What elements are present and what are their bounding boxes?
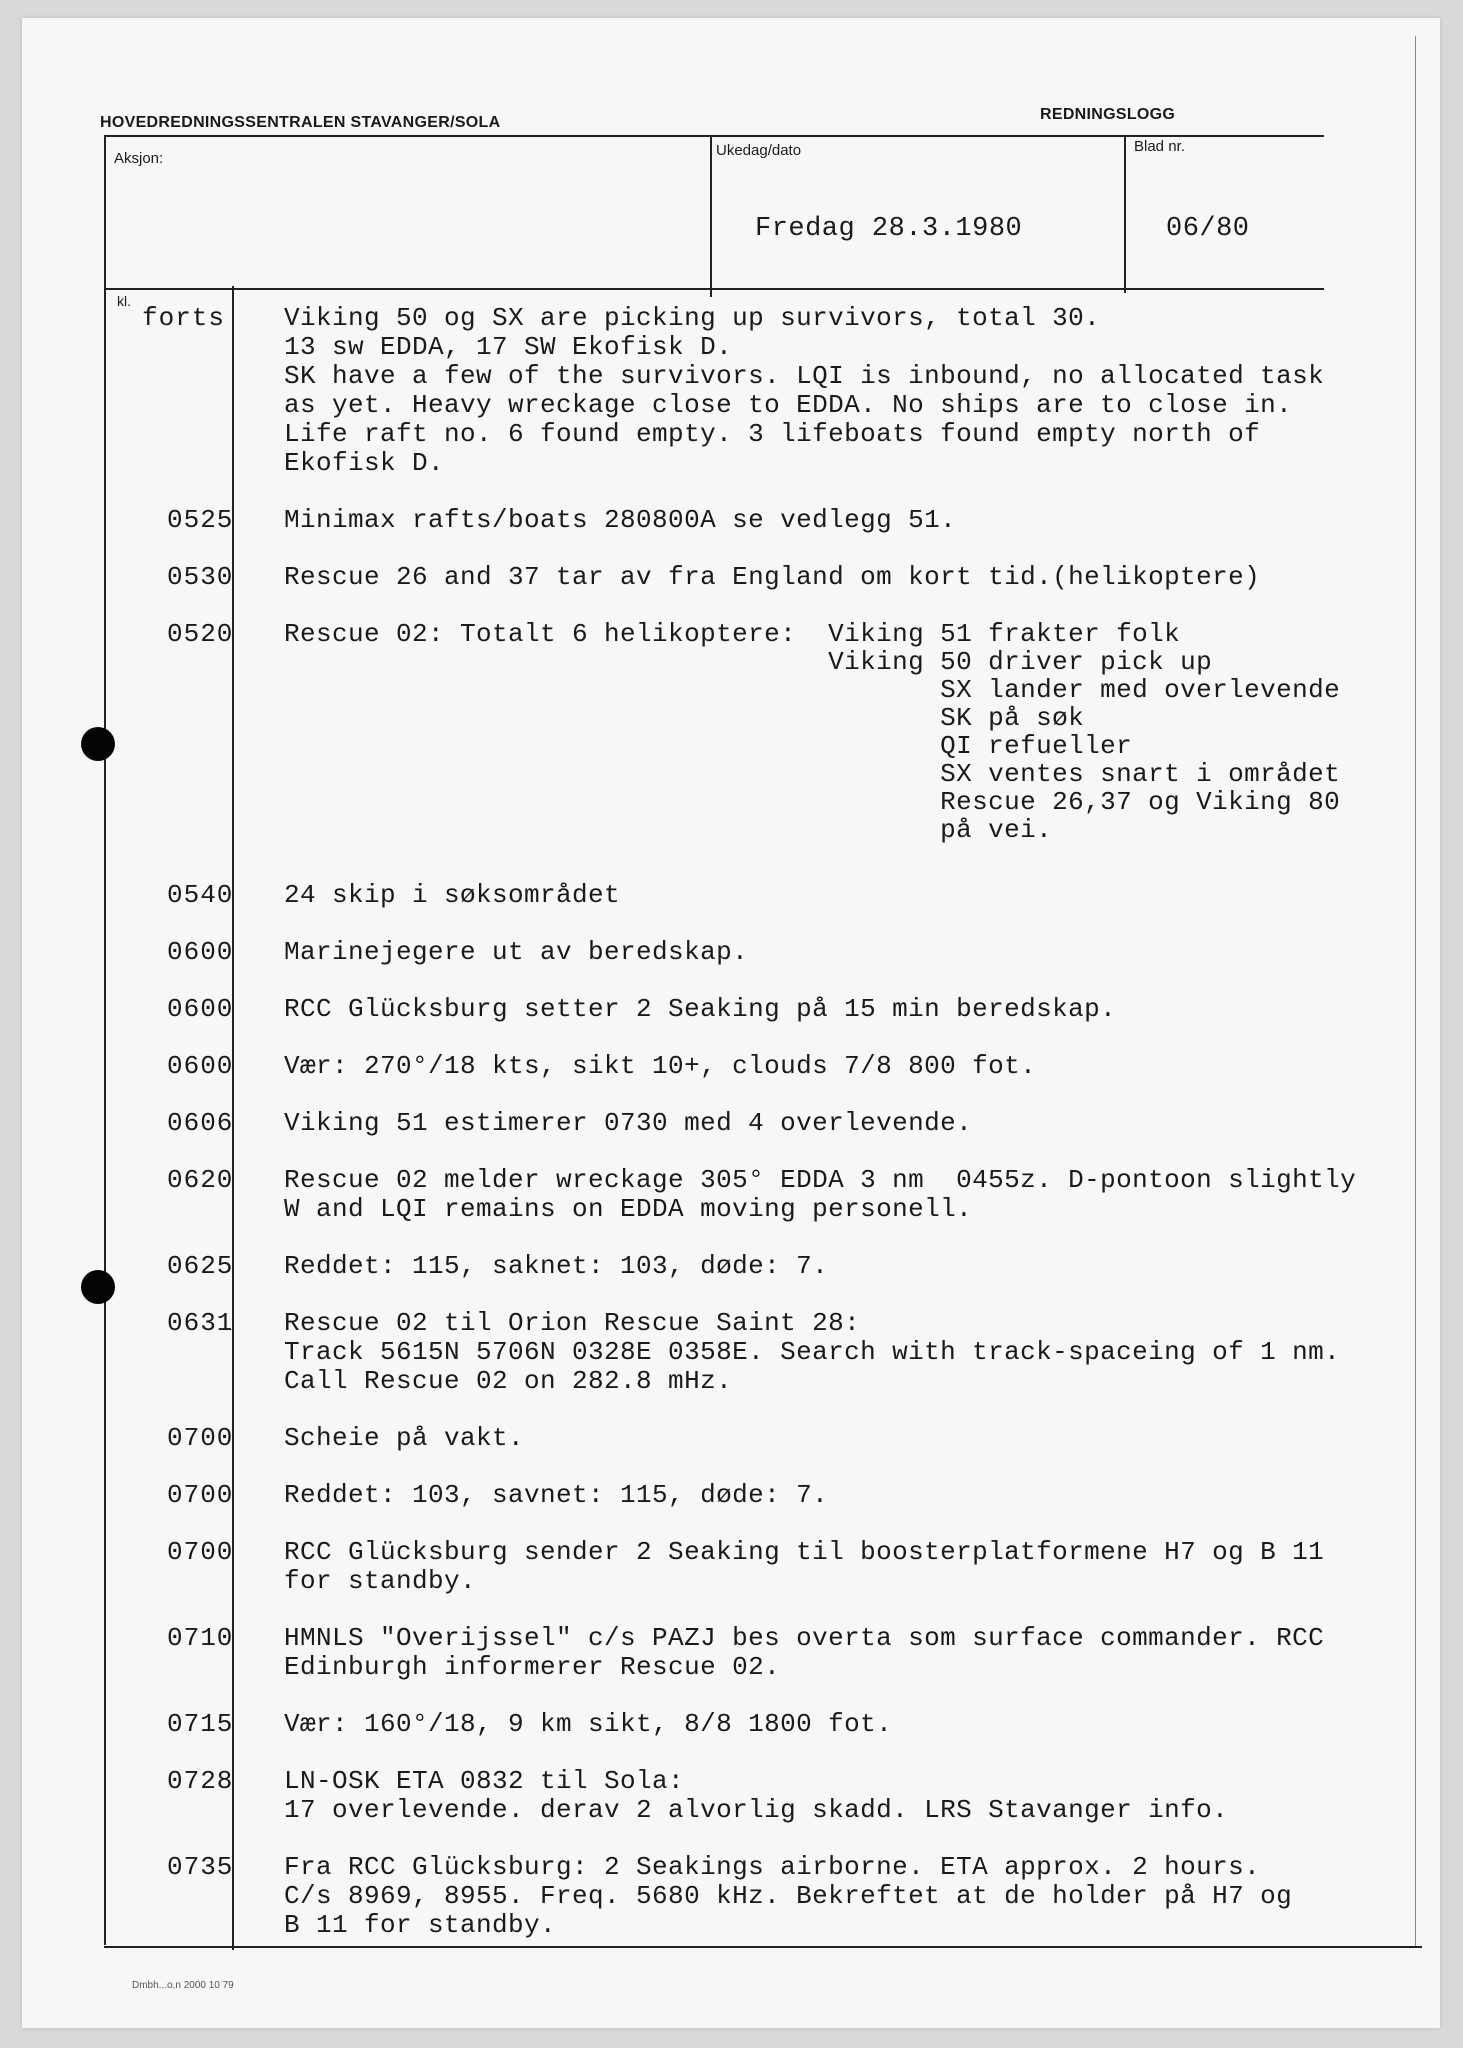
header-divider-2 (1124, 135, 1126, 293)
entry-time: 0520 (167, 619, 234, 649)
entry-time: 0700 (167, 1423, 234, 1453)
left-border (104, 135, 106, 1945)
header-bottom-rule (104, 288, 1324, 290)
entry-time: 0625 (167, 1251, 234, 1281)
entry-text: Rescue 02 melder wreckage 305° EDDA 3 nm 0455z. D-pontoon slightly W and LQI remains on EDDA moving personell. (284, 1165, 1357, 1224)
header-divider-1 (710, 135, 712, 297)
punch-hole (81, 1270, 115, 1304)
entry-time: 0606 (167, 1108, 234, 1138)
entry-text: Viking 51 estimerer 0730 med 4 overlevende. (284, 1108, 973, 1138)
entry-text: Viking 50 og SX are picking up survivors, total 30. 13 sw EDDA, 17 SW Ekofisk D. SK have a few of the survivors. LQI is inbound, no allocated task as yet. Heavy wreckage close to EDDA. No ships are to close in. Life raft no. 6 found empty. 3 lifeboats found empty north of Ekofisk D. (284, 303, 1325, 478)
entry-time: 0530 (167, 562, 234, 592)
entry-text: Rescue 26 and 37 tar av fra England om kort tid.(helikoptere) (284, 562, 1261, 592)
log-title: REDNINGSLOGG (1040, 106, 1176, 123)
entry-time: 0700 (167, 1480, 234, 1510)
entry-text: Minimax rafts/boats 280800A se vedlegg 51. (284, 505, 957, 535)
punch-hole (81, 727, 115, 761)
entry-time: 0710 (167, 1623, 234, 1653)
entry-time: 0735 (167, 1852, 234, 1882)
log-sheet (22, 18, 1440, 2028)
entry-time: forts (142, 303, 226, 333)
entry-time: 0600 (167, 1051, 234, 1081)
entry-time: 0700 (167, 1537, 234, 1567)
entry-text: Rescue 02: Totalt 6 helikoptere: Viking 51 frakter folk Viking 50 driver pick up SX lander med overlevende SK på søk QI refueller SX ventes snart i området Rescue 26,37 og Viking 80 på vei. (284, 619, 1341, 845)
entry-text: LN-OSK ETA 0832 til Sola: 17 overlevende. derav 2 alvorlig skadd. LRS Stavanger info. (284, 1766, 1229, 1825)
entry-time: 0600 (167, 937, 234, 967)
organization-name: HOVEDREDNINGSSENTRALEN STAVANGER/SOLA (100, 114, 501, 131)
entry-text: Vær: 160°/18, 9 km sikt, 8/8 1800 fot. (284, 1709, 893, 1739)
bottom-rule (104, 1946, 1422, 1948)
entry-text: Fra RCC Glücksburg: 2 Seakings airborne. ETA approx. 2 hours. C/s 8969, 8955. Freq. 5680 kHz. Bekreftet at de holder på H7 og B 11 for standby. (284, 1852, 1293, 1940)
entry-text: RCC Glücksburg sender 2 Seaking til boosterplatformene H7 og B 11 for standby. (284, 1537, 1325, 1596)
entry-text: Reddet: 103, savnet: 115, døde: 7. (284, 1480, 829, 1510)
entry-text: 24 skip i søksområdet (284, 880, 621, 910)
entry-time: 0715 (167, 1709, 234, 1739)
entry-time: 0728 (167, 1766, 234, 1796)
form-code: Dmbh...o.n 2000 10 79 (132, 1980, 234, 1991)
entry-text: RCC Glücksburg setter 2 Seaking på 15 min beredskap. (284, 994, 1117, 1024)
entry-text: HMNLS "Overijssel" c/s PAZJ bes overta som surface commander. RCC Edinburgh informerer Rescue 02. (284, 1623, 1325, 1682)
entry-text: Rescue 02 til Orion Rescue Saint 28: Track 5615N 5706N 0328E 0358E. Search with track-spaceing of 1 nm. Call Rescue 02 on 282.8 mHz. (284, 1308, 1341, 1396)
kl-label: kl. (117, 293, 131, 309)
date-label: Ukedag/dato (716, 142, 802, 159)
entry-text: Vær: 270°/18 kts, sikt 10+, clouds 7/8 800 fot. (284, 1051, 1037, 1081)
entry-time: 0631 (167, 1308, 234, 1338)
entry-time: 0600 (167, 994, 234, 1024)
sheet-number-value: 06/80 (1166, 214, 1250, 244)
entry-time: 0525 (167, 505, 234, 535)
entry-time: 0540 (167, 880, 234, 910)
sheet-number-label: Blad nr. (1134, 138, 1185, 155)
header-top-rule (104, 135, 1324, 137)
entry-text: Reddet: 115, saknet: 103, døde: 7. (284, 1251, 829, 1281)
entry-text: Marinejegere ut av beredskap. (284, 937, 749, 967)
entry-text: Scheie på vakt. (284, 1423, 525, 1453)
aksjon-label: Aksjon: (114, 150, 164, 167)
date-value: Fredag 28.3.1980 (755, 214, 1023, 244)
entry-time: 0620 (167, 1165, 234, 1195)
